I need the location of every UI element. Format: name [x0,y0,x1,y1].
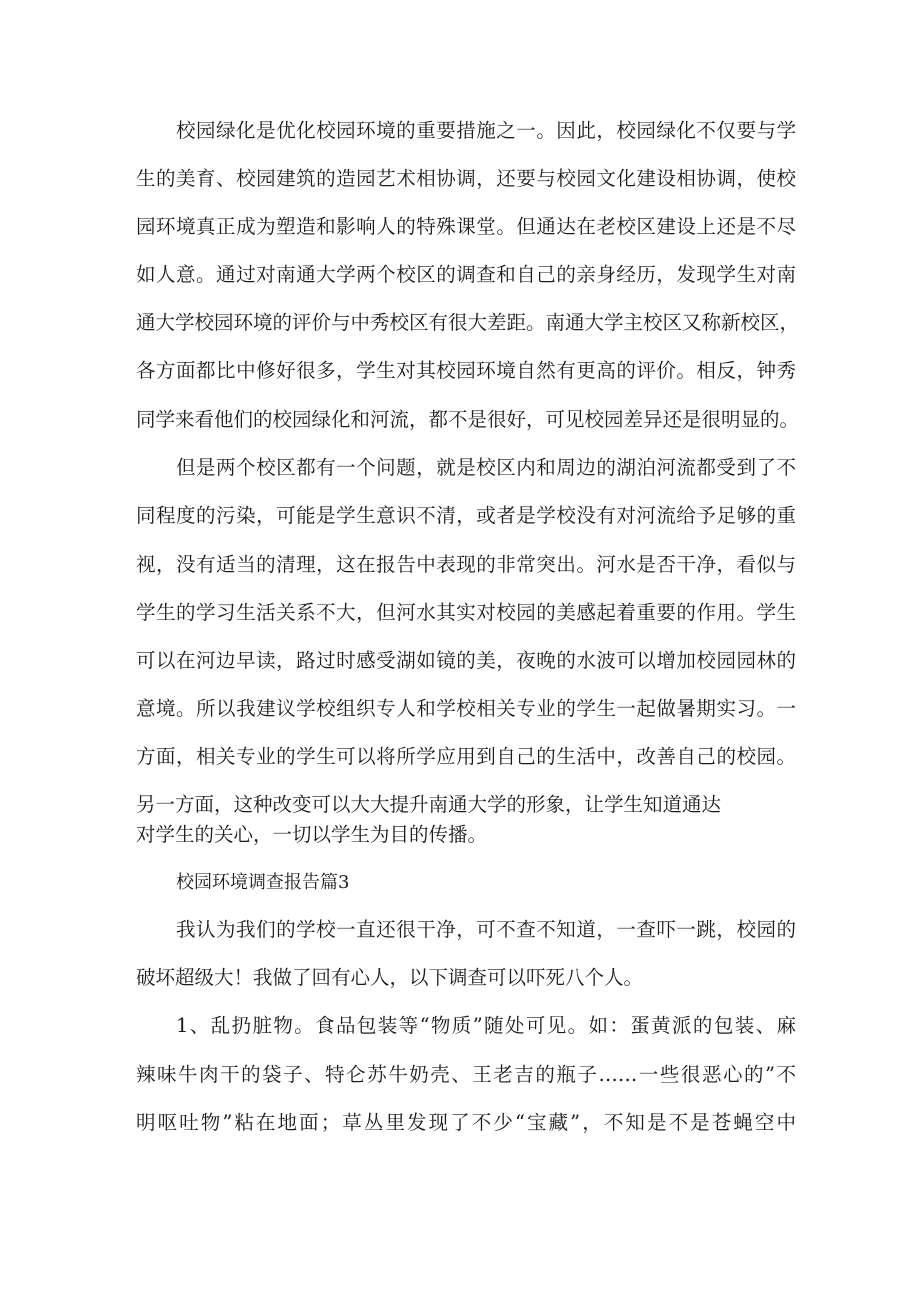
paragraph-1-line-1: 校园绿化是优化校园环境的重要措施之一。因此，校园绿化不仅要与学 [176,119,796,142]
section-heading: 校园环境调查报告篇3 [176,872,350,893]
paragraph-2-line-7: 方面，相关专业的学生可以将所学应用到自己的生活中，改善自己的校园。 [136,745,796,768]
paragraph-2-line-1: 但是两个校区都有一个问题，就是校区内和周边的湖泊河流都受到了不 [176,456,796,479]
paragraph-3-line-2: 破坏超级大！我做了回有心人，以下调查可以吓死八个人。 [136,966,644,989]
paragraph-2-line-3: 视，没有适当的清理，这在报告中表现的非常突出。河水是否干净，看似与 [136,553,796,576]
paragraph-2-line-2: 同程度的污染，可能是学生意识不清，或者是学校没有对河流给予足够的重 [136,504,796,527]
paragraph-1-line-7: 同学来看他们的校园绿化和河流，都不是很好，可见校园差异还是很明显的。 [136,408,800,431]
paragraph-1-line-3: 园环境真正成为塑造和影响人的特殊课堂。但通达在老校区建设上还是不尽 [136,215,796,238]
paragraph-4-line-2: 辣味牛肉干的袋子、特仑苏牛奶壳、王老吉的瓶子……一些很恶心的”不 [136,1063,796,1086]
paragraph-2-line-5: 可以在河边早读，路过时感受湖如镜的美，夜晚的水波可以增加校园园林的 [136,649,796,672]
paragraph-2-line-6: 意境。所以我建议学校组织专人和学校相关专业的学生一起做暑期实习。一 [136,697,796,720]
paragraph-1-line-5: 通大学校园环境的评价与中秀校区有很大差距。南通大学主校区又称新校区， [136,311,800,334]
paragraph-2-line-9: 对学生的关心，一切以学生为目的传播。 [136,823,488,846]
paragraph-1-line-4: 如人意。通过对南通大学两个校区的调查和自己的亲身经历，发现学生对南 [136,263,796,286]
paragraph-4-line-1: 1、乱扔脏物。食品包装等“物质”随处可见。如：蛋黄派的包装、麻 [176,1014,796,1037]
paragraph-2-line-8: 另一方面，这种改变可以大大提升南通大学的形象，让学生知道通达 [136,793,722,816]
paragraph-1-line-2: 生的美育、校园建筑的造园艺术相协调，还要与校园文化建设相协调，使校 [136,167,796,190]
paragraph-3-line-1: 我认为我们的学校一直还很干净，可不查不知道，一查吓一跳，校园的 [176,918,796,941]
paragraph-1-line-6: 各方面都比中修好很多，学生对其校园环境自然有更高的评价。相反，钟秀 [136,359,796,382]
paragraph-4-line-3: 明呕吐物”粘在地面；草丛里发现了不少“宝藏”，不知是不是苍蝇空中 [136,1111,796,1134]
paragraph-2-line-4: 学生的学习生活关系不大，但河水其实对校园的美感起着重要的作用。学生 [136,601,796,624]
